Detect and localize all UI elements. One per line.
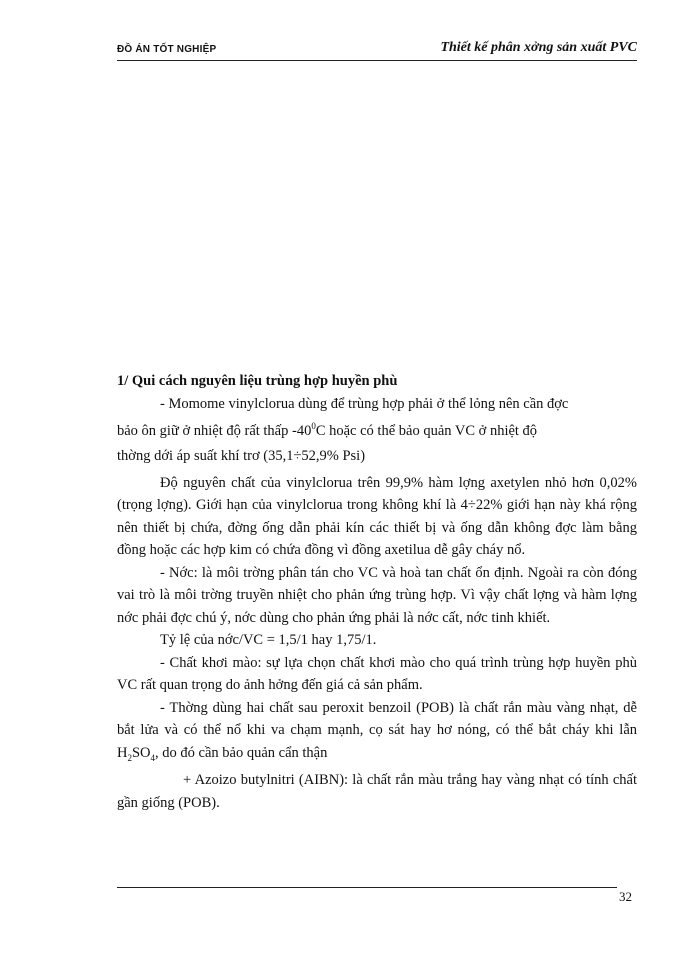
- paragraph-initiator: - Chất khơi mào: sự lựa chọn chất khơi mào cho quá trình trùng hợp huyền phù VC rất quan trọng do ảnh hởng đến giá cả sản phẩm.: [117, 654, 637, 694]
- pob-text: - Thờng dùng hai chất sau peroxit benzoil (POB) là chất rắn màu vàng nhạt, dễ bắt lửa và có thể nổ khi va chạm mạnh, cọ sát hay hơ nóng, có thể bắt cháy khi lẫn H: [117, 699, 637, 761]
- line-2-text: bảo ôn giữ ở nhiệt độ rất thấp -40: [117, 422, 312, 439]
- header-right-title: Thiết kế phân xởng sản xuất PVC: [440, 40, 637, 55]
- paragraph-line-2: [117, 415, 637, 442]
- pob-formula-so: SO: [131, 744, 151, 761]
- header-left-title: ĐỒ ÁN TỐT NGHIỆP: [117, 44, 217, 55]
- section-title: 1/ Qui cách nguyên liệu trùng hợp huyền phù: [117, 373, 398, 389]
- line-2-rest: C hoặc có thể bảo quản VC ở nhiệt độ: [315, 422, 538, 439]
- page-number: 32: [619, 889, 632, 904]
- paragraph-pob: [117, 697, 637, 769]
- paragraph-line-1: - Momome vinylclorua dùng để trùng hợp phải ở thể lỏng nên cần đợc: [160, 395, 569, 412]
- paragraph-ratio: Tỷ lệ của nớc/VC = 1,5/1 hay 1,75/1.: [160, 632, 377, 649]
- page-header: [117, 40, 637, 61]
- superscript-zero: 0: [311, 421, 316, 431]
- paragraph-water: - Nớc: là môi trờng phân tán cho VC và hoà tan chất ổn định. Ngoài ra còn đóng vai trò là môi trờng truyền nhiệt cho phản ứng trùng hợp. Vì vậy chất lợng và hàm lợng nớc phải đợc chú ý, nớc dùng cho phản ứng phải là nớc cất, nớc tinh khiết.: [117, 564, 637, 626]
- document-body: [117, 370, 637, 814]
- paragraph-aibn: + Azoizo butylnitri (AIBN): là chất rắn màu trắng hay vàng nhạt có tính chất gần giống (POB).: [117, 772, 637, 811]
- pob-text-end: , do đó cần bảo quản cẩn thận: [155, 744, 328, 761]
- footer-divider: [117, 887, 617, 888]
- subscript-4: 4: [150, 752, 156, 763]
- paragraph-vinylchloride: [117, 393, 637, 468]
- paragraph-purity: Độ nguyên chất của vinylclorua trên 99,9% hàm lợng axetylen nhỏ hơn 0,02% (trọng lợng). Giới hạn của vinylclorua trong không khí là 4÷22% giới hạn này khá rộng nên thiết bị chứa, đờng ống dẫn phải kín các thiết bị và ống dẫn không đợc làm bằng đồng hoặc các hợp kim có chứa đồng vì đồng axetilua dễ gây cháy nổ.: [117, 474, 637, 559]
- subscript-2: 2: [127, 752, 132, 763]
- paragraph-line-3: thờng dới áp suất khí trơ (35,1÷52,9% Psi): [117, 448, 366, 465]
